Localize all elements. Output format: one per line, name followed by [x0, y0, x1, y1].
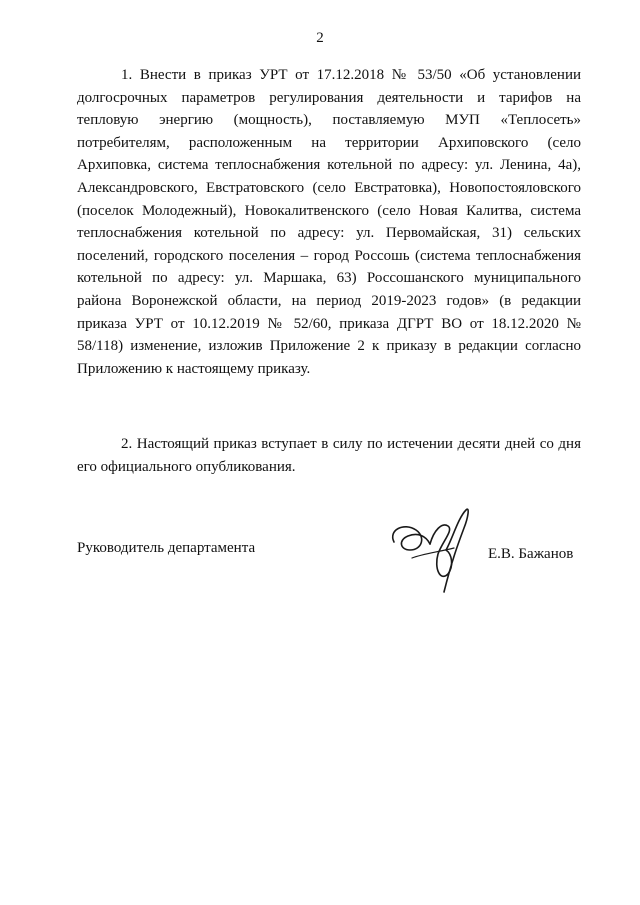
paragraph-2: 2. Настоящий приказ вступает в силу по истечении десяти дней со дня его официального опубликования. — [77, 436, 581, 475]
paragraph-1: 1. Внести в приказ УРТ от 17.12.2018 № 53/50 «Об установлении долгосрочных параметров регулирования деятельности и тарифов на тепловую энергию (мощность), поставляемую МУП «Теплосеть» потребителям, расположенным на территории Архиповского (село Архиповка, система теплоснабжения котельной по адресу: ул. Ленина, 4а), Александровского, Евстратовского (село Евстратовка), Новопостояловского (поселок Молодежный), Новокалитвенского (село Новая Калитва, система теплоснабжения котельной по адресу: ул. Первомайская, 31) сельских поселений, городского поселения – город Россошь (система теплоснабжения котельной по адресу: ул. Маршака, 63) Россошанского муниципального района Воронежской области, на период 2019-2023 годов» (в редакции приказа УРТ от 10.12.2019 № 52/60, приказа ДГРТ ВО от 18.12.2020 № 58/118) изменение, изложив Приложение 2 к приказу в редакции согласно Приложению к настоящему приказу. — [77, 67, 581, 377]
handwritten-signature — [382, 500, 482, 600]
signatory-title: Руководитель департамента — [77, 540, 256, 556]
signatory-name: Е.В. Бажанов — [488, 546, 574, 562]
page-number: 2 — [316, 30, 324, 46]
